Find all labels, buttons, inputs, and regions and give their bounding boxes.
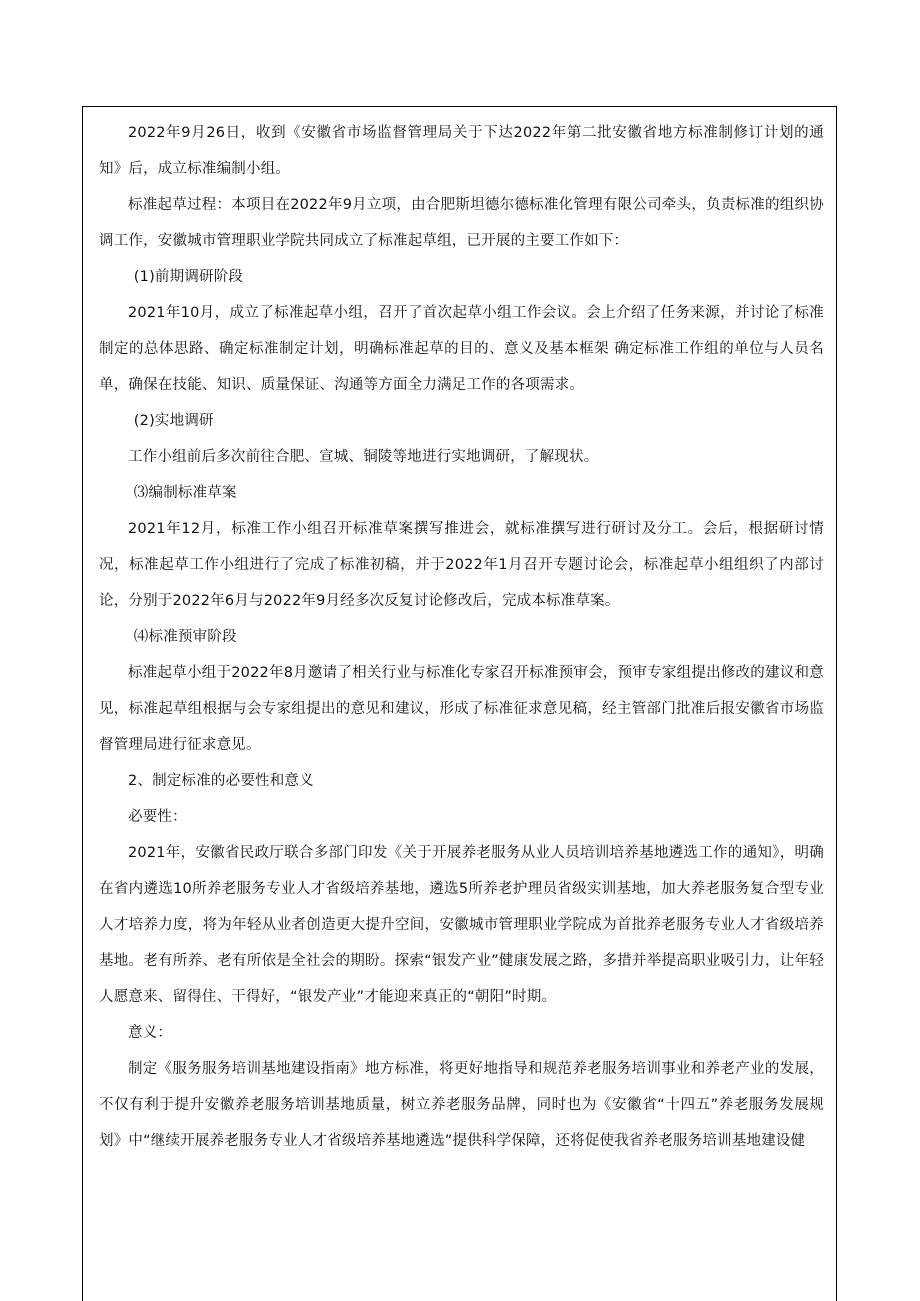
heading-necessity-significance: 2、制定标准的必要性和意义 [128,773,314,789]
heading-preliminary-research: (1)前期调研阶段 [133,269,244,285]
paragraph-field-research: 工作小组前后多次前往合肥、宣城、铜陵等地进行实地调研，了解现状。 [128,449,599,465]
paragraph-preliminary-research: 2021年10月，成立了标准起草小组，召开了首次起草小组工作会议。会上介绍了任务来源，并讨论了标准制定的总体思路、确定标准制定计划，明确标准起草的目的、意义及基本框架 确定标准工作组的单位与人员名单，确保在技能、知识、质量保证、沟通等方面全力满足工作的各项需求。 [99,305,824,393]
paragraph-pre-review: 标准起草小组于2022年8月邀请了相关行业与标准化专家召开标准预审会，预审专家组提出修改的建议和意见，标准起草组根据与会专家组提出的意见和建议，形成了标准征求意见稿，经主管部门批准后报安徽省市场监督管理局进行征求意见。 [99,665,824,753]
document-body [83,107,836,1159]
paragraph-necessity: 2021年，安徽省民政厅联合多部门印发《关于开展养老服务从业人员培训培养基地遴选工作的通知》，明确在省内遴选10所养老服务专业人才省级培养基地，遴选5所养老护理员省级实训基地，加大养老服务复合型专业人才培养力度，将为年轻从业者创造更大提升空间，安徽城市管理职业学院成为首批养老服务专业人才省级培养基地。老有所养、老有所依是全社会的期盼。探索“银发产业”健康发展之路，多措并举提高职业吸引力，让年轻人愿意来、留得住、干得好，“银发产业”才能迎来真正的“朝阳”时期。 [99,845,824,1005]
paragraph-draft-compilation: 2021年12月，标准工作小组召开标准草案撰写推进会，就标准撰写进行研讨及分工。会后，根据研讨情况，标准起草工作小组进行了完成了标准初稿，并于2022年1月召开专题讨论会，标准起草小组组织了内部讨论，分别于2022年6月与2022年9月经多次反复讨论修改后，完成本标准草案。 [99,521,824,609]
document-table-cell [82,106,837,1301]
paragraph-drafting-process: 标准起草过程：本项目在2022年9月立项，由合肥斯坦德尔德标准化管理有限公司牵头，负责标准的组织协调工作，安徽城市管理职业学院共同成立了标准起草组，已开展的主要工作如下： [99,197,824,249]
heading-pre-review: ⑷标准预审阶段 [133,629,237,645]
paragraph-receipt: 2022年9月26日，收到《安徽省市场监督管理局关于下达2022年第二批安徽省地方标准制修订计划的通知》后，成立标准编制小组。 [99,125,824,177]
label-necessity: 必要性： [128,809,187,825]
label-significance: 意义： [128,1025,173,1041]
paragraph-significance: 制定《服务服务培训基地建设指南》地方标准，将更好地指导和规范养老服务培训事业和养老产业的发展，不仅有利于提升安徽养老服务培训基地质量，树立养老服务品牌，同时也为《安徽省“十四五”养老服务发展规划》中“继续开展养老服务专业人才省级培养基地遴选”提供科学保障，还将促使我省养老服务培训基地建设健 [99,1061,824,1149]
heading-draft-compilation: ⑶编制标准草案 [133,485,237,501]
heading-field-research: (2)实地调研 [133,413,214,429]
